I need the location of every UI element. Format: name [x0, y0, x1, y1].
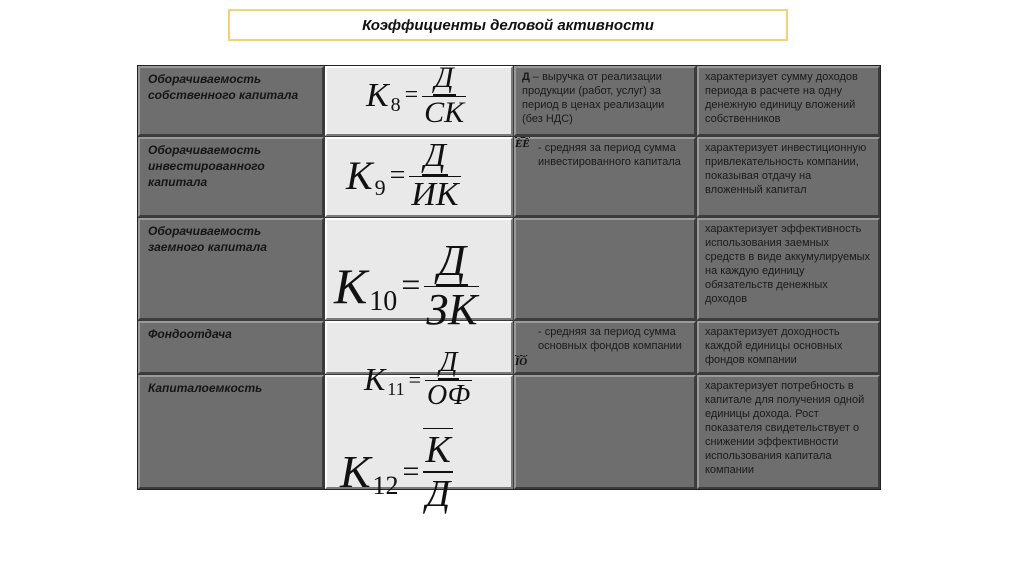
formula-k: К: [366, 76, 389, 114]
formula-numerator: Д: [437, 236, 466, 285]
desc-symbol: $\overline{ÎÔ}$: [515, 356, 528, 368]
row-label: Капиталоемкость: [138, 375, 324, 489]
formula-denominator: ИК: [411, 176, 459, 213]
formula-fraction: [422, 62, 466, 129]
formula-equals: =: [404, 82, 419, 108]
formula-denominator: ЗК: [426, 285, 478, 334]
description-text: – выручка от реализации продукции (работ, услуг) за период в ценах реализации (без НДС): [522, 71, 665, 125]
formula-numerator: Д: [424, 137, 446, 174]
formula-subscript: 8: [390, 94, 401, 116]
desc-symbol: Д: [522, 71, 530, 83]
formula-k: К: [364, 361, 386, 397]
meaning-cell: характеризует эффективность использования заемных средств в виде аккумулируемых на каждую единицу обязательств денежных доходов: [697, 218, 880, 320]
ratios-table: [137, 65, 881, 490]
page-title: Коэффициенты деловой активности: [228, 9, 788, 41]
formula-numerator: Д: [439, 347, 458, 378]
formula-numerator: Д: [434, 61, 454, 94]
formula-fraction: [424, 238, 479, 333]
formula-k8: [366, 62, 466, 129]
desc-symbol: $\overline{ÈÊ}$: [515, 138, 530, 150]
formula-denominator: ОФ: [427, 380, 471, 411]
formula-k9: [346, 138, 461, 213]
description-cell: [514, 218, 696, 320]
description-cell: [514, 375, 696, 489]
description-cell: - средняя за период сумма инвестированного капитала: [514, 137, 696, 217]
formula-subscript: 10: [369, 285, 398, 317]
formula-k10: [334, 238, 479, 333]
meaning-cell: характеризует доходность каждой единицы основных фондов компании: [697, 321, 880, 374]
formula-equals: =: [408, 366, 422, 392]
meaning-cell: характеризует инвестиционную привлекательность компании, показывая отдачу на вложенный капитал: [697, 137, 880, 217]
meaning-cell: характеризует потребность в капитале для получения одной единицы дохода. Рост показателя свидетельствует о снижении эффективности использования капитала компании: [697, 375, 880, 489]
formula-subscript: 12: [372, 470, 399, 500]
formula-k: К: [346, 153, 373, 198]
formula-k: К: [340, 446, 371, 497]
formula-equals: =: [389, 159, 406, 191]
description-cell: [514, 66, 696, 136]
row-label: Фондоотдача: [138, 321, 324, 374]
formula-k12: [340, 428, 453, 515]
formula-denominator: Д: [425, 473, 451, 515]
row-label: Оборачиваемость заемного капитала: [138, 218, 324, 320]
meaning-cell: характеризует сумму доходов периода в расчете на одну денежную единицу вложений собственников: [697, 66, 880, 136]
formula-fraction: [423, 428, 452, 515]
formula-equals: =: [402, 454, 420, 488]
formula-numerator: К: [425, 429, 451, 471]
formula-fraction: [425, 348, 472, 411]
formula-k: К: [334, 257, 368, 314]
description-cell: - средняя за период сумма основных фондов компании: [514, 321, 696, 374]
formula-fraction: [409, 138, 460, 213]
formula-subscript: 11: [387, 379, 405, 399]
row-label: Оборачиваемость инвестированного капитала: [138, 137, 324, 217]
formula-k11: [364, 348, 472, 411]
formula-subscript: 9: [374, 174, 386, 200]
formula-denominator: СК: [424, 96, 465, 129]
formula-equals: =: [401, 266, 421, 304]
row-label: Оборачиваемость собственного капитала: [138, 66, 324, 136]
